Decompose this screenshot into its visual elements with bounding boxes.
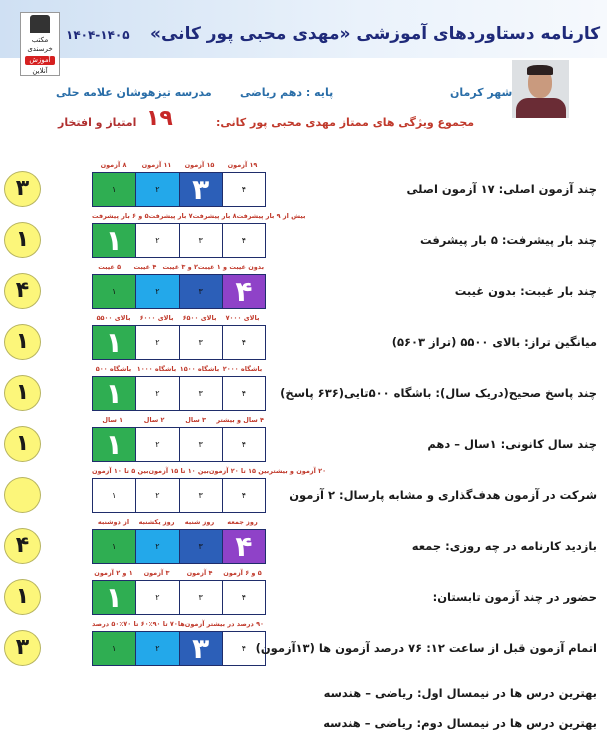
- level-cell: ۲: [135, 326, 178, 359]
- level-cell: ۴: [222, 326, 265, 359]
- level-label: بیش از ۹ بار پیشرفت: [236, 212, 306, 220]
- academic-year: ۱۴۰۴-۱۴۰۵: [66, 28, 130, 42]
- level-label: ۳ آزمون: [143, 569, 170, 577]
- score-circle: ۴: [4, 273, 41, 309]
- level-grid: [92, 478, 266, 513]
- level-cell: ۲: [135, 632, 178, 665]
- level-cell: ۱: [93, 224, 135, 257]
- level-cell: ۳: [179, 377, 222, 410]
- level-label: ۵ و ۶ بار پیشرفت: [92, 212, 149, 220]
- level-label: ۸ آزمون: [100, 161, 127, 169]
- level-labels: [92, 467, 327, 475]
- level-cell: ۱: [93, 173, 135, 206]
- level-labels: [92, 314, 264, 322]
- level-cell: ۱: [111, 491, 117, 500]
- level-cell: ۳: [179, 530, 222, 563]
- level-cell: ۲: [135, 377, 178, 410]
- level-labels: [92, 620, 264, 628]
- level-cell: ۳: [179, 581, 222, 614]
- level-labels: [92, 212, 306, 220]
- report-title: کارنامه دستاوردهای آموزشی «مهدی محبی پور کانی»: [150, 24, 601, 44]
- level-label: ۱۵ آزمون: [184, 161, 215, 169]
- level-cell: ۲: [135, 479, 178, 512]
- best-courses-first-term: بهترین درس ها در نیمسال اول: ریاضی – هندسه: [323, 686, 597, 700]
- level-label: ۵ و ۶ آزمون: [223, 569, 262, 577]
- level-label: بین ۱۰ تا ۱۵ آزمون: [148, 467, 209, 475]
- level-cell: ۲: [135, 275, 178, 308]
- achievement-question: چند پاسخ صحیح(دریک سال): باشگاه ۵۰۰تایی(۶۳۶ پاسخ): [280, 386, 597, 400]
- level-grid: [92, 427, 266, 462]
- summary-unit: امتیاز و افتخار: [58, 116, 137, 129]
- level-label: ۸ بار پیشرفت: [192, 212, 237, 220]
- logo: [20, 12, 60, 76]
- achievement-question: شرکت در آزمون هدف‌گذاری و مشابه پارسال: ۲ آزمون: [289, 488, 597, 502]
- level-cell: ۲: [135, 530, 178, 563]
- level-label: باشگاه ۱۰۰۰: [136, 365, 177, 373]
- level-cell: ۱: [93, 581, 135, 614]
- level-label: روز یکشنبه: [138, 518, 175, 526]
- level-label: ۴ سال و بیشتر: [216, 416, 264, 424]
- level-label: بالای ۷۰۰۰: [225, 314, 260, 322]
- logo-line-1: مکتب: [31, 36, 49, 44]
- achievement-question: حضور در چند آزمون تابستان:: [432, 590, 597, 604]
- level-label: بالای ۵۵۰۰: [96, 314, 131, 322]
- level-grid: [92, 223, 266, 258]
- level-label: باشگاه ۲۰۰۰: [222, 365, 263, 373]
- level-cell: ۴: [222, 632, 265, 665]
- score-circle: ۱: [4, 324, 41, 360]
- level-label: ۱۱ آزمون: [141, 161, 172, 169]
- level-cell: ۲: [135, 428, 178, 461]
- level-label: باشگاه ۱۵۰۰: [179, 365, 220, 373]
- best-courses-second-term: بهترین درس ها در نیمسال دوم: ریاضی – هندسه: [323, 716, 597, 730]
- level-label: ۲ سال: [143, 416, 165, 424]
- level-label: ۳ سال: [185, 416, 206, 424]
- level-cell: ۲: [135, 224, 178, 257]
- level-label: ۲۰ آزمون و بیشتر: [269, 467, 327, 475]
- level-cell: ۴: [222, 530, 265, 563]
- score-circle: ۴: [4, 528, 41, 564]
- level-cell: ۱: [93, 377, 135, 410]
- achievement-question: چند بار پیشرفت: ۵ بار پیشرفت: [420, 233, 597, 247]
- level-label: بدون غیبت و ۱ غیبت: [197, 263, 265, 271]
- logo-line-3: آموزش: [25, 56, 55, 65]
- level-label: باشگاه ۵۰۰: [95, 365, 132, 373]
- level-grid: [92, 172, 266, 207]
- level-labels: [92, 263, 264, 271]
- level-label: ۴ غیبت: [133, 263, 157, 271]
- achievement-question: چند آزمون اصلی: ۱۷ آزمون اصلی: [406, 182, 597, 196]
- level-label: بین ۵ تا ۱۰ آزمون: [92, 467, 149, 475]
- level-grid: [92, 376, 266, 411]
- achievement-question: اتمام آزمون قبل از ساعت ۱۲: ۷۶ درصد آزمون ها (۱۳آزمون): [255, 641, 597, 655]
- achievement-question: میانگین تراز: بالای ۵۵۰۰ (تراز ۵۶۰۳): [391, 335, 597, 349]
- header-banner: [0, 0, 607, 75]
- level-label: ۶۰ تا ۷۰٪: [119, 620, 149, 628]
- level-cell: ۳: [179, 224, 222, 257]
- level-labels: [92, 569, 264, 577]
- level-label: ۵ غیبت: [98, 263, 122, 271]
- level-cell: ۳: [179, 173, 222, 206]
- level-labels: [92, 161, 264, 169]
- level-grid: [92, 580, 266, 615]
- level-cell: ۳: [179, 632, 222, 665]
- summary-value: ۱۹: [146, 106, 173, 131]
- level-cell: ۴: [222, 428, 265, 461]
- level-cell: ۴: [222, 377, 265, 410]
- level-cell: ۴: [222, 275, 265, 308]
- level-cell: ۱: [93, 632, 135, 665]
- level-label: ۱ و ۲ آزمون: [94, 569, 133, 577]
- level-label: ۵۰ درصد: [92, 620, 120, 628]
- score-circle: ۱: [4, 579, 41, 615]
- level-cell: ۴: [222, 173, 265, 206]
- level-label: ۱ سال: [102, 416, 124, 424]
- level-label: بالای ۶۰۰۰: [139, 314, 174, 322]
- student-city: شهر کرمان: [450, 86, 513, 99]
- level-label: ۹۰ درصد در بیشتر آزمون‌ها: [177, 620, 265, 628]
- level-label: ۱۹ آزمون: [227, 161, 258, 169]
- student-school: مدرسه تیزهوشان علامه حلی: [56, 86, 212, 99]
- level-cell: ۱: [93, 428, 135, 461]
- level-label: بالای ۶۵۰۰: [182, 314, 217, 322]
- level-cell: ۱: [93, 326, 135, 359]
- achievement-question: بازدید کارنامه در چه روزی: جمعه: [411, 539, 597, 553]
- level-grid: [92, 274, 266, 309]
- level-label: بین ۱۵ تا ۲۰ آزمون: [208, 467, 270, 475]
- score-circle: ۳: [4, 630, 41, 666]
- level-cell: ۴: [222, 224, 265, 257]
- score-circle: ۳: [4, 171, 41, 207]
- level-cell: ۴: [222, 581, 265, 614]
- score-circle: ۱: [4, 375, 41, 411]
- level-cell: ۳: [179, 428, 222, 461]
- level-labels: [92, 518, 264, 526]
- level-cell: ۳: [179, 479, 222, 512]
- level-cell: ۱: [93, 275, 135, 308]
- level-label: ۴ آزمون: [186, 569, 213, 577]
- level-cell: ۳: [179, 275, 222, 308]
- level-label: ۷۰ تا ۹۰٪: [148, 620, 178, 628]
- level-cell: ۳: [179, 326, 222, 359]
- level-grid: [92, 325, 266, 360]
- graduate-icon: [30, 15, 50, 33]
- level-label: از دوشنبه: [97, 518, 130, 526]
- level-grid: [92, 529, 266, 564]
- achievement-question: چند سال کانونی: ۱سال – دهم: [427, 437, 597, 451]
- achievement-question: چند بار غیبت: بدون غیبت: [454, 284, 597, 298]
- level-label: ۲ و ۳ غیبت: [162, 263, 198, 271]
- logo-line-4: آنلاین: [32, 67, 48, 75]
- level-cell: ۱: [93, 530, 135, 563]
- level-label: روز شنبه: [184, 518, 215, 526]
- level-label: ۷ بار پیشرفت: [148, 212, 193, 220]
- level-labels: [92, 416, 264, 424]
- level-cell: ۲: [135, 581, 178, 614]
- level-label: روز جمعه: [227, 518, 258, 526]
- logo-line-2: خرسندی: [27, 45, 53, 53]
- level-cell: ۲: [135, 173, 178, 206]
- score-circle: ۱: [4, 222, 41, 258]
- score-circle: [4, 477, 41, 513]
- student-photo: [512, 60, 569, 118]
- level-labels: [92, 365, 264, 373]
- student-grade: پایه : دهم ریاضی: [240, 86, 334, 99]
- score-circle: ۱: [4, 426, 41, 462]
- level-cell: ۴: [222, 479, 265, 512]
- level-grid: [92, 631, 266, 666]
- summary-label: مجموع ویژگی های ممتاز مهدی محبی پور کانی:: [216, 116, 475, 129]
